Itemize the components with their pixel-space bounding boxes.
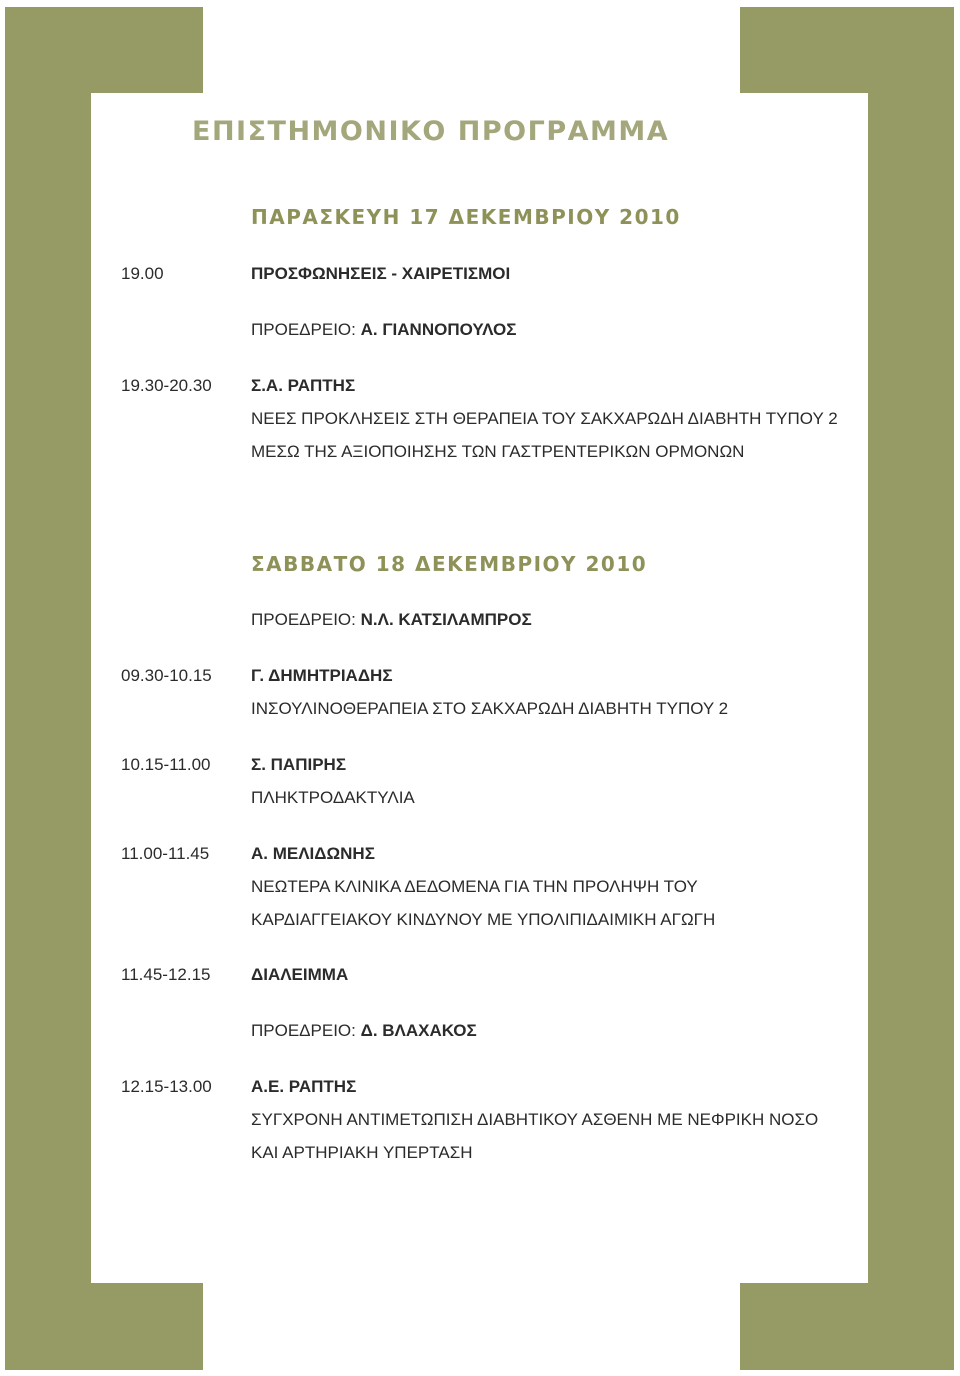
talk1-title-line-1: ΙΝΣΟΥΛΙΝΟΘΕΡΑΠΕΙΑ ΣΤΟ ΣΑΚΧΑΡΩΔΗ ΔΙΑΒΗΤΗ ΤΥΠΟΥ 2 — [251, 699, 729, 718]
chair-prefix: ΠΡΟΕΔΡΕΙΟ: — [251, 610, 361, 629]
talk3-title-line-2: ΚΑΡΔΙΑΓΓΕΙΑΚΟΥ ΚΙΝΔΥΝΟΥ ΜΕ ΥΠΟΛΙΠΙΔΑΙΜΙΚΗ ΑΓΩΓΗ — [251, 910, 716, 929]
saturday-chair-2 — [251, 1021, 477, 1041]
lecture-title-line-2: ΜΕΣΩ ΤΗΣ ΑΞΙΟΠΟΙΗΣΗΣ ΤΩΝ ΓΑΣΤΡΕΝΤΕΡΙΚΩΝ ΟΡΜΟΝΩΝ — [251, 442, 745, 461]
talk3-title-line-1: ΝΕΩΤΕΡΑ ΚΛΙΝΙΚΑ ΔΕΔΟΜΕΝΑ ΓΙΑ ΤΗΝ ΠΡΟΛΗΨΗ ΤΟΥ — [251, 877, 698, 896]
talk2-time: 10.15-11.00 — [121, 755, 211, 774]
friday-day-title: ΠΑΡΑΣΚΕΥΗ 17 ΔΕΚΕΜΒΡΙΟΥ 2010 — [251, 205, 681, 229]
talk4-time: 12.15-13.00 — [121, 1077, 212, 1096]
break-label: ΔΙΑΛΕΙΜΜΑ — [251, 965, 349, 984]
program-title: ΕΠΙΣΤΗΜΟΝΙΚΟ ΠΡΟΓΡΑΜΜΑ — [192, 116, 670, 147]
break-time: 11.45-12.15 — [121, 965, 211, 984]
lecture-speaker: Σ.Α. ΡΑΠΤΗΣ — [251, 376, 356, 395]
talk4-title-line-2: ΚΑΙ ΑΡΤΗΡΙΑΚΗ ΥΠΕΡΤΑΣΗ — [251, 1143, 473, 1162]
chair-name: Ν.Λ. ΚΑΤΣΙΛΑΜΠΡΟΣ — [360, 610, 532, 629]
welcome-label: ΠΡΟΣΦΩΝΗΣΕΙΣ - ΧΑΙΡΕΤΙΣΜΟΙ — [251, 264, 511, 283]
friday-chair — [251, 320, 516, 340]
talk3-speaker: Α. ΜΕΛΙΔΩΝΗΣ — [251, 844, 375, 863]
talk4-title-line-1: ΣΥΓΧΡΟΝΗ ΑΝΤΙΜΕΤΩΠΙΣΗ ΔΙΑΒΗΤΙΚΟΥ ΑΣΘΕΝΗ ΜΕ ΝΕΦΡΙΚΗ ΝΟΣΟ — [251, 1110, 819, 1129]
lecture-title-line-1: ΝΕΕΣ ΠΡΟΚΛΗΣΕΙΣ ΣΤΗ ΘΕΡΑΠΕΙΑ ΤΟΥ ΣΑΚΧΑΡΩΔΗ ΔΙΑΒΗΤΗ ΤΥΠΟΥ 2 — [251, 409, 838, 428]
talk2-title-line-1: ΠΛΗΚΤΡΟΔΑΚΤΥΛΙΑ — [251, 788, 415, 807]
talk1-speaker: Γ. ΔΗΜΗΤΡΙΑΔΗΣ — [251, 666, 393, 685]
talk1-time: 09.30-10.15 — [121, 666, 212, 685]
chair-prefix: ΠΡΟΕΔΡΕΙΟ: — [251, 1021, 361, 1040]
talk4-speaker: Α.Ε. ΡΑΠΤΗΣ — [251, 1077, 357, 1096]
talk3-time: 11.00-11.45 — [121, 844, 210, 863]
welcome-time: 19.00 — [121, 264, 164, 283]
chair-name: Δ. ΒΛΑΧΑΚΟΣ — [360, 1021, 477, 1040]
talk2-speaker: Σ. ΠΑΠΙΡΗΣ — [251, 755, 347, 774]
lecture-time: 19.30-20.30 — [121, 376, 212, 395]
saturday-chair-1 — [251, 610, 532, 630]
chair-prefix: ΠΡΟΕΔΡΕΙΟ: — [251, 320, 361, 339]
saturday-day-title: ΣΑΒΒΑΤΟ 18 ΔΕΚΕΜΒΡΙΟΥ 2010 — [251, 552, 648, 576]
chair-name: Α. ΓΙΑΝΝΟΠΟΥΛΟΣ — [360, 320, 517, 339]
